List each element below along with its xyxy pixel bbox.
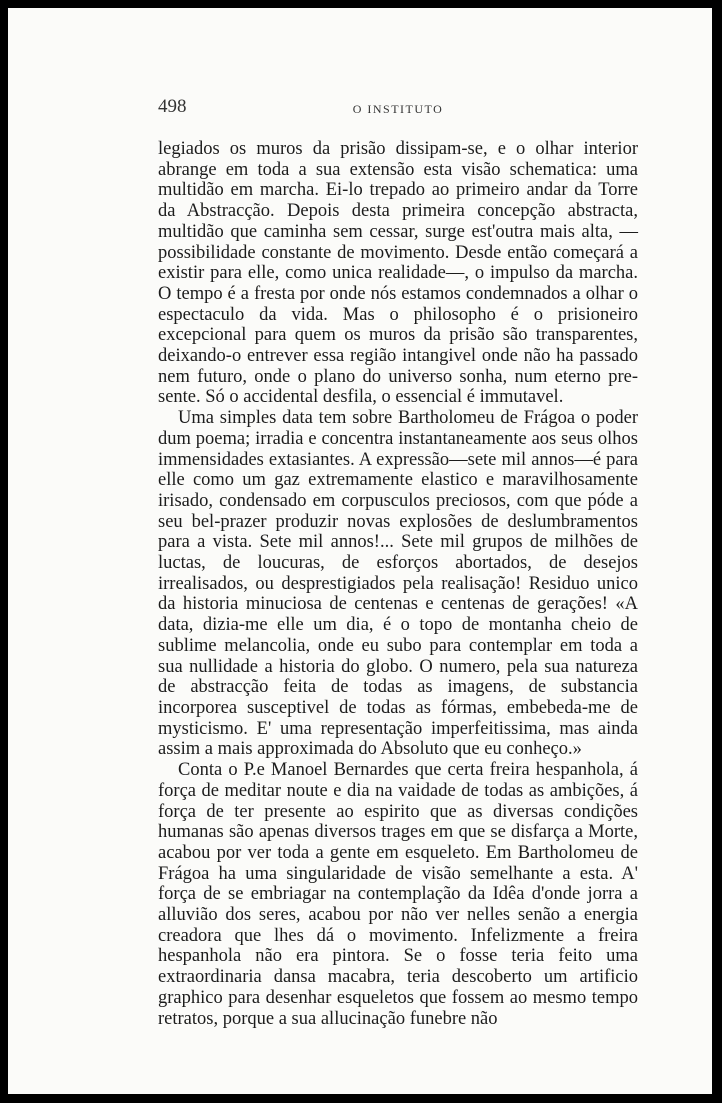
body-text	[158, 139, 638, 1029]
paragraph: Conta o P.e Manoel Bernardes que certa freira hespanhola, á força de meditar noute e dia na vaidade de todas as ambições, á força de ter presente ao espirito que as diversas condições humanas são apenas diversos trages em que se disfarça a Morte, acabou por ver toda a gente em esqueleto. Em Bartholomeu de Frágoa ha uma singularidade de visão semelhante a esta. A' força de se embriagar na contemplação da Idêa d'onde jorra a alluvião dos seres, acabou por não ver nelles senão a energia creadora que lhes dá o movimento. Infelizmente a freira hespanhola não era pintora. Se o fosse teria feito uma extraordinaria dansa macabra, teria descoberto um artificio graphico para desenhar esqueletos que fossem ao mesmo tempo retratos, porque a sua allucinação funebre não	[158, 760, 638, 1029]
paragraph: legiados os muros da prisão dissipam-se, e o olhar interior abrange em toda a sua extensão esta visão schematica: uma multidão em marcha. Ei-lo trepado ao primeiro andar da Torre da Abstracção. Depois desta primeira concepção abstracta, multidão que caminha sem cessar, surge est'outra mais alta, —possibilidade constante de movimento. Desde então começará a existir para elle, como unica realidade—, o impulso da marcha. O tempo é a fresta por onde nós estamos condemnados a olhar o espectaculo da vida. Mas o philosopho é o prisioneiro excepcional para quem os muros da prisão são transparentes, deixando-o entrever essa região intangivel onde não ha passado nem futuro, onde o plano do universo sonha, num eterno presente. Só o accidental desfila, o essencial é immutavel.	[158, 139, 638, 408]
running-title: O INSTITUTO	[352, 102, 444, 116]
page-number: 498	[158, 96, 187, 117]
book-page	[8, 8, 712, 1094]
page-header	[158, 96, 638, 126]
paragraph: Uma simples data tem sobre Bartholomeu de Frágoa o poder dum poema; irradia e concentra instantaneamente aos seus olhos immensidades extasiantes. A expressão—sete mil annos—é para elle como um gaz extremamente elastico e maravilhosamente irisado, condensado em corpusculos preciosos, com que póde a seu bel-prazer produzir novas explosões de deslumbramentos para a vista. Sete mil annos!... Sete mil grupos de milhões de luctas, de loucuras, de esforços abortados, de desejos irrealisados, ou desprestigiados pela realisação! Residuo unico da historia minuciosa de centenas e centenas de gerações! «A data, dizia-me elle um dia, é o topo de montanha cheio de sublime melancolia, onde eu subo para contemplar em toda a sua nullidade a historia do globo. O numero, pela sua natureza de abstracção feita de todas as imagens, de substancia incorporea susceptivel de todas as fórmas, embebeda-me de mysticismo. E' uma representação imperfeitissima, mas ainda assim a mais approximada do Absoluto que eu conheço.»	[158, 408, 638, 760]
